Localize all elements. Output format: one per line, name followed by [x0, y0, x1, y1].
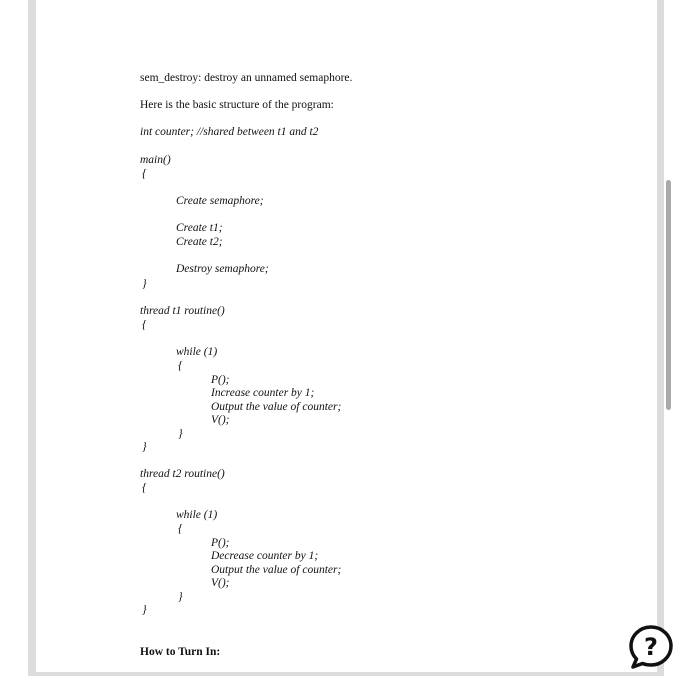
create-semaphore-line: Create semaphore; [176, 195, 264, 207]
t2-v-call: V(); [211, 577, 230, 589]
main-signature: main() [140, 154, 171, 166]
help-button[interactable] [628, 624, 674, 670]
help-glyph: ? [644, 633, 658, 661]
t2-while: while (1) [176, 509, 218, 521]
left-border [28, 0, 36, 676]
t2-signature: thread t2 routine() [140, 468, 225, 480]
question-circle-icon [628, 624, 674, 670]
document-page [36, 0, 657, 672]
t1-while-open-brace: { [178, 360, 183, 372]
t2-action: Decrease counter by 1; [211, 550, 319, 562]
intro-line: sem_destroy: destroy an unnamed semaphore. [140, 72, 353, 84]
t2-close-brace: } [142, 604, 147, 616]
destroy-semaphore-line: Destroy semaphore; [176, 263, 269, 275]
main-open-brace: { [142, 168, 147, 180]
t1-output: Output the value of counter; [211, 401, 342, 413]
counter-declaration: int counter; //shared between t1 and t2 [140, 126, 319, 138]
create-t1-line: Create t1; [176, 222, 223, 234]
t2-output: Output the value of counter; [211, 564, 342, 576]
t1-close-brace: } [142, 441, 147, 453]
t2-open-brace: { [142, 482, 147, 494]
t2-p-call: P(); [211, 537, 230, 549]
t1-signature: thread t1 routine() [140, 305, 225, 317]
t1-action: Increase counter by 1; [211, 387, 315, 399]
t1-p-call: P(); [211, 374, 230, 386]
t1-while-close-brace: } [178, 428, 183, 440]
right-border [657, 0, 664, 676]
structure-line: Here is the basic structure of the program: [140, 99, 334, 111]
main-close-brace: } [142, 278, 147, 290]
scrollbar-thumb[interactable] [666, 180, 671, 410]
t1-while: while (1) [176, 346, 218, 358]
t1-v-call: V(); [211, 414, 230, 426]
bottom-border [28, 672, 664, 676]
t2-while-close-brace: } [178, 591, 183, 603]
turn-in-heading: How to Turn In: [140, 646, 221, 658]
t2-while-open-brace: { [178, 523, 183, 535]
t1-open-brace: { [142, 319, 147, 331]
create-t2-line: Create t2; [176, 236, 223, 248]
